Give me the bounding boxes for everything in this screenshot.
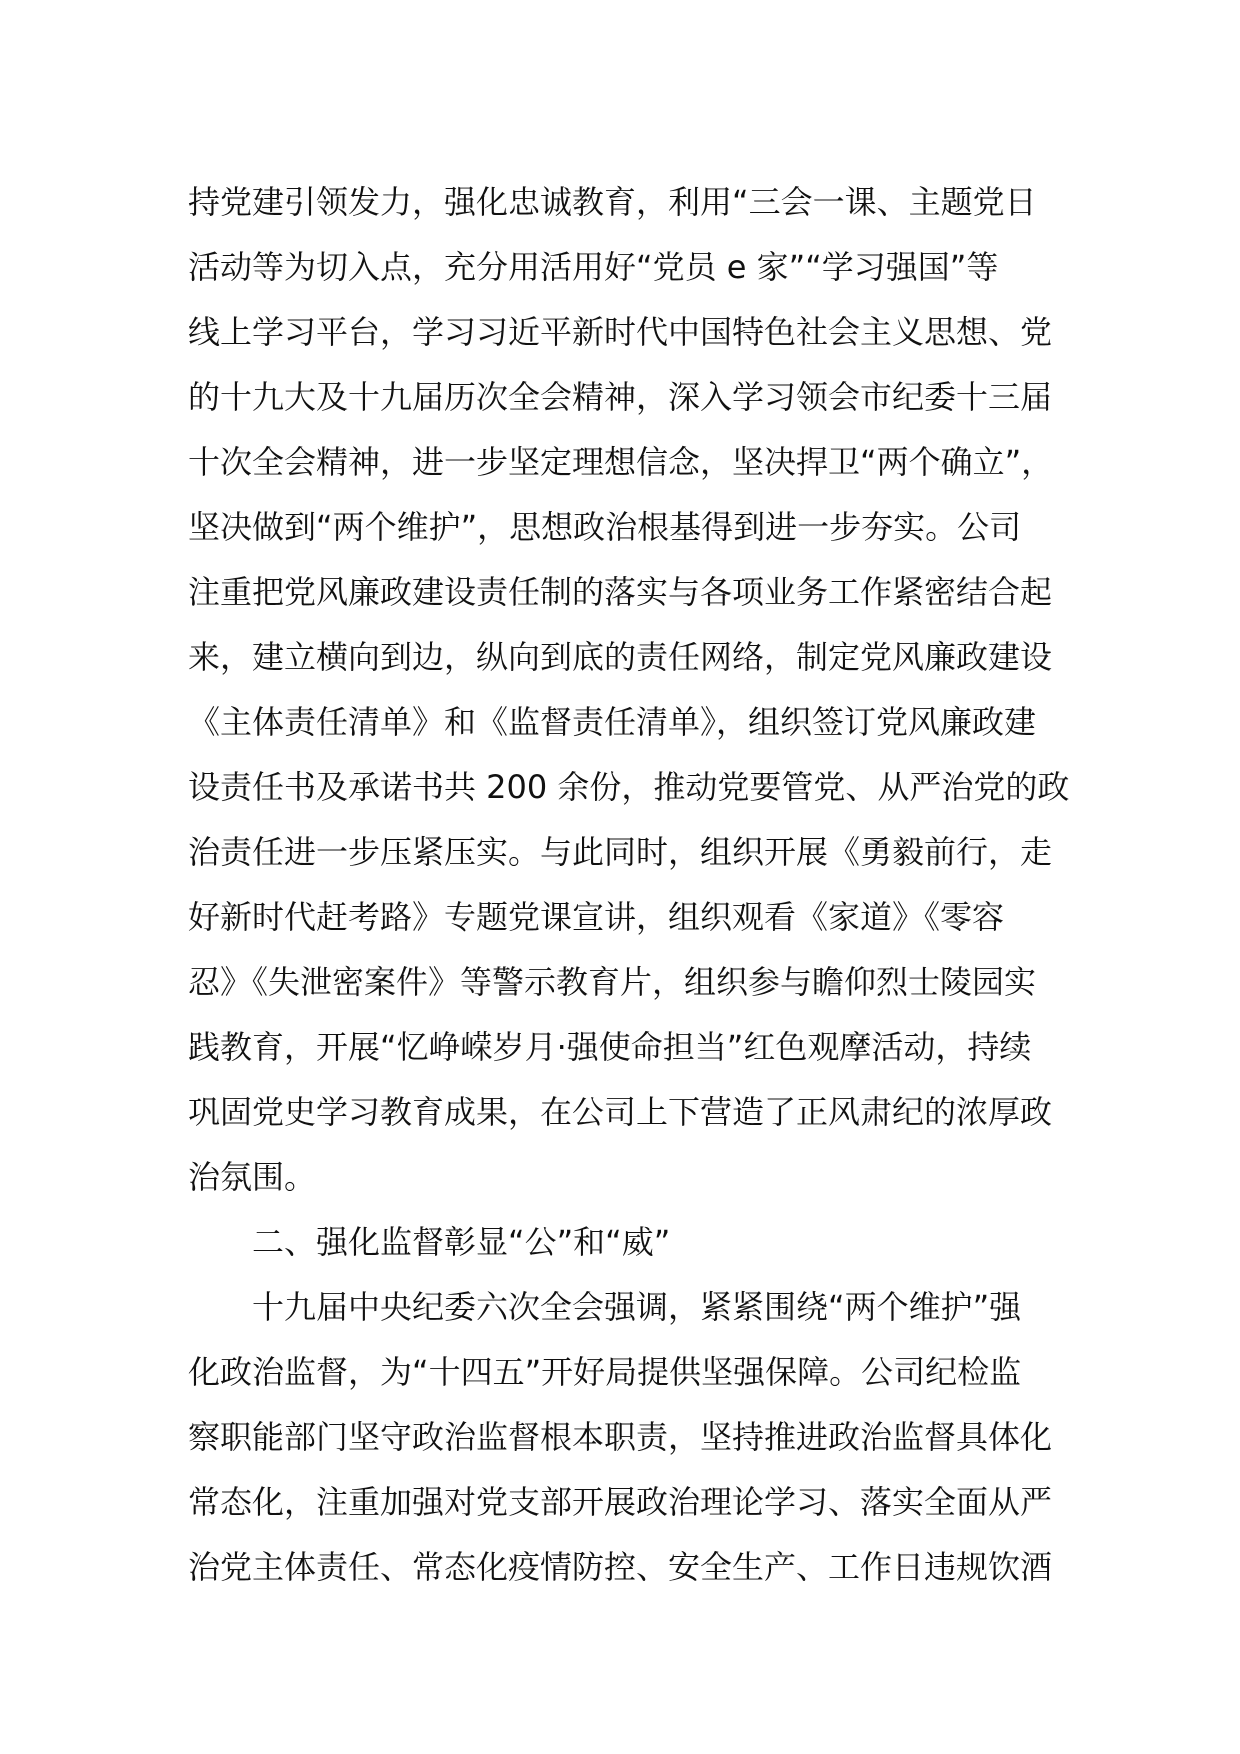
text-line: 治氛围。: [188, 1158, 317, 1196]
text-line: 治责任进一步压紧压实。与此同时，组织开展《勇毅前行，走: [188, 833, 1053, 871]
text-line: 察职能部门坚守政治监督根本职责，坚持推进政治监督具体化: [188, 1418, 1053, 1456]
text-line: 持党建引领发力，强化忠诚教育，利用“三会一课、主题党日: [188, 183, 1037, 221]
section-heading: 二、强化监督彰显“公”和“威”: [252, 1223, 671, 1261]
text-line: 设责任书及承诺书共 200 余份，推动党要管党、从严治党的政: [188, 768, 1070, 806]
body-text: [188, 170, 1068, 1600]
text-line: 常态化，注重加强对党支部开展政治理论学习、落实全面从严: [188, 1483, 1053, 1521]
text-line: 化政治监督，为“十四五”开好局提供坚强保障。公司纪检监: [188, 1353, 1022, 1391]
text-line: 好新时代赶考路》专题党课宣讲，组织观看《家道》《零容: [188, 898, 1005, 936]
text-line: 践教育，开展“忆峥嵘岁月·强使命担当”红色观摩活动，持续: [188, 1028, 1032, 1066]
text-line: 忍》《失泄密案件》等警示教育片，组织参与瞻仰烈士陵园实: [188, 963, 1037, 1001]
text-line: 巩固党史学习教育成果，在公司上下营造了正风肃纪的浓厚政: [188, 1093, 1053, 1131]
text-line: 活动等为切入点，充分用活用好“党员 e 家”“学习强国”等: [188, 248, 999, 286]
text-line: 十九届中央纪委六次全会强调，紧紧围绕“两个维护”强: [252, 1288, 1022, 1326]
text-line: 十次全会精神，进一步坚定理想信念，坚决捍卫“两个确立”，: [188, 443, 1054, 481]
text-line: 《主体责任清单》和《监督责任清单》，组织签订党风廉政建: [188, 703, 1037, 741]
text-line: 的十九大及十九届历次全会精神，深入学习领会市纪委十三届: [188, 378, 1053, 416]
text-line: 注重把党风廉政建设责任制的落实与各项业务工作紧密结合起: [188, 573, 1053, 611]
text-line: 坚决做到“两个维护”，思想政治根基得到进一步夯实。公司: [188, 508, 1022, 546]
text-line: 来，建立横向到边，纵向到底的责任网络，制定党风廉政建设: [188, 638, 1053, 676]
text-line: 线上学习平台，学习习近平新时代中国特色社会主义思想、党: [188, 313, 1053, 351]
text-line: 治党主体责任、常态化疫情防控、安全生产、工作日违规饮酒: [188, 1548, 1053, 1586]
